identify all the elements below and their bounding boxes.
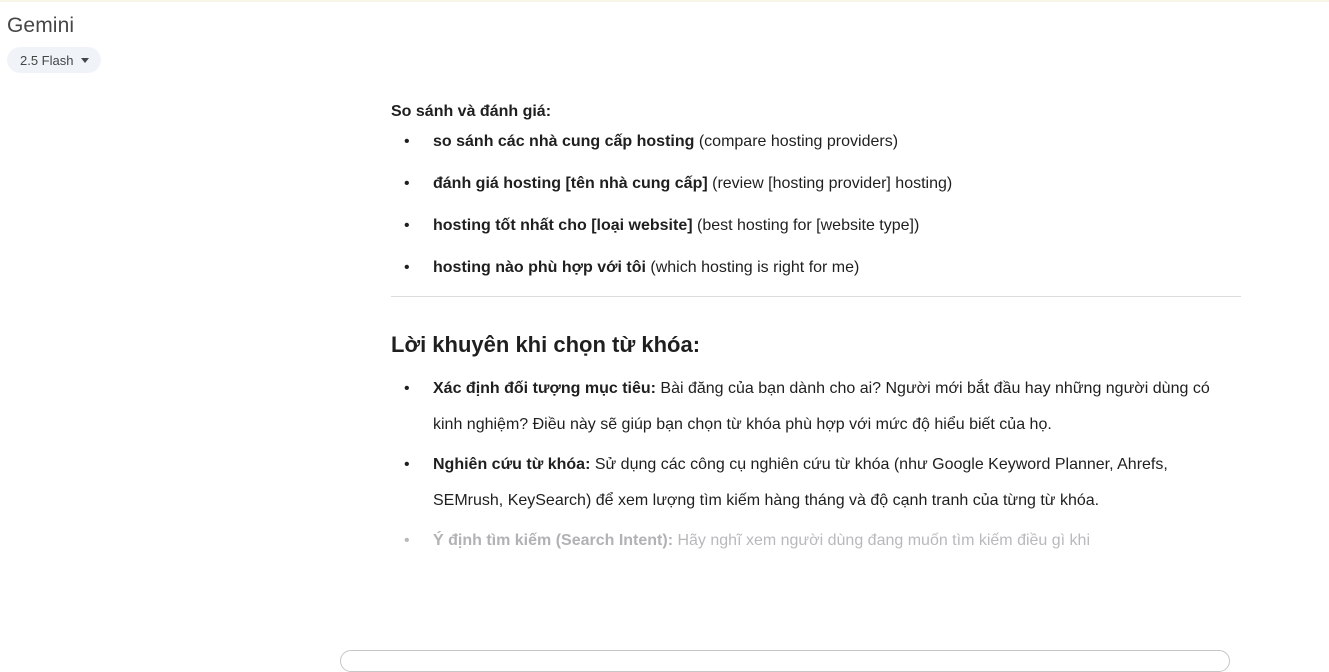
keyword-text: đánh giá hosting [tên nhà cung cấp] <box>433 175 708 192</box>
compare-keyword-list <box>391 128 1241 282</box>
prompt-input-box[interactable] <box>340 650 1230 672</box>
advice-item-title: Nghiên cứu từ khóa: <box>433 456 591 473</box>
bullet-icon: • <box>404 259 410 276</box>
list-item <box>391 254 1241 282</box>
bullet-icon: • <box>404 380 410 397</box>
list-item <box>391 447 1241 519</box>
caret-down-icon <box>81 58 89 63</box>
keyword-translation: (compare hosting providers) <box>694 133 899 150</box>
advice-item-text: Sử dụng các công cụ nghiên cứu từ khóa (như Google Keyword Planner, Ahrefs, SEMrush, KeySearch) để xem lượng tìm kiếm hàng tháng và độ cạnh tranh của từng từ khóa. <box>433 456 1168 509</box>
advice-item-text: Bài đăng của bạn dành cho ai? Người mới bắt đầu hay những người dùng có kinh nghiệm? Điều này sẽ giúp bạn chọn từ khóa phù hợp với mức độ hiểu biết của họ. <box>433 380 1210 433</box>
keyword-translation: (best hosting for [website type]) <box>692 217 920 234</box>
section-divider <box>391 296 1241 297</box>
list-item <box>391 212 1241 240</box>
advice-list <box>391 371 1241 559</box>
advice-item-title: Ý định tìm kiếm (Search Intent): <box>433 532 674 549</box>
bullet-icon: • <box>404 532 410 549</box>
keyword-text: so sánh các nhà cung cấp hosting <box>433 133 695 150</box>
keyword-translation: (review [hosting provider] hosting) <box>707 175 953 192</box>
top-strip <box>0 0 1329 2</box>
advice-heading: Lời khuyên khi chọn từ khóa: <box>391 332 701 357</box>
bullet-icon: • <box>404 175 410 192</box>
list-item <box>391 371 1241 443</box>
app-header <box>7 12 101 73</box>
keyword-translation: (which hosting is right for me) <box>645 259 860 276</box>
bullet-icon: • <box>404 133 410 150</box>
model-label: 2.5 Flash <box>20 52 74 68</box>
section-label-compare: So sánh và đánh giá: <box>391 103 552 120</box>
advice-item-text: Hãy nghĩ xem người dùng đang muốn tìm kiếm điều gì khi <box>673 532 1091 549</box>
list-item <box>391 523 1241 559</box>
list-item <box>391 128 1241 156</box>
bullet-icon: • <box>404 456 410 473</box>
advice-item-title: Xác định đối tượng mục tiêu: <box>433 380 656 397</box>
bullet-icon: • <box>404 217 410 234</box>
app-title: Gemini <box>7 14 75 37</box>
keyword-text: hosting tốt nhất cho [loại website] <box>433 217 693 234</box>
keyword-text: hosting nào phù hợp với tôi <box>433 259 646 276</box>
model-selector-button[interactable] <box>7 47 101 73</box>
list-item <box>391 170 1241 198</box>
response-content <box>391 94 1241 559</box>
